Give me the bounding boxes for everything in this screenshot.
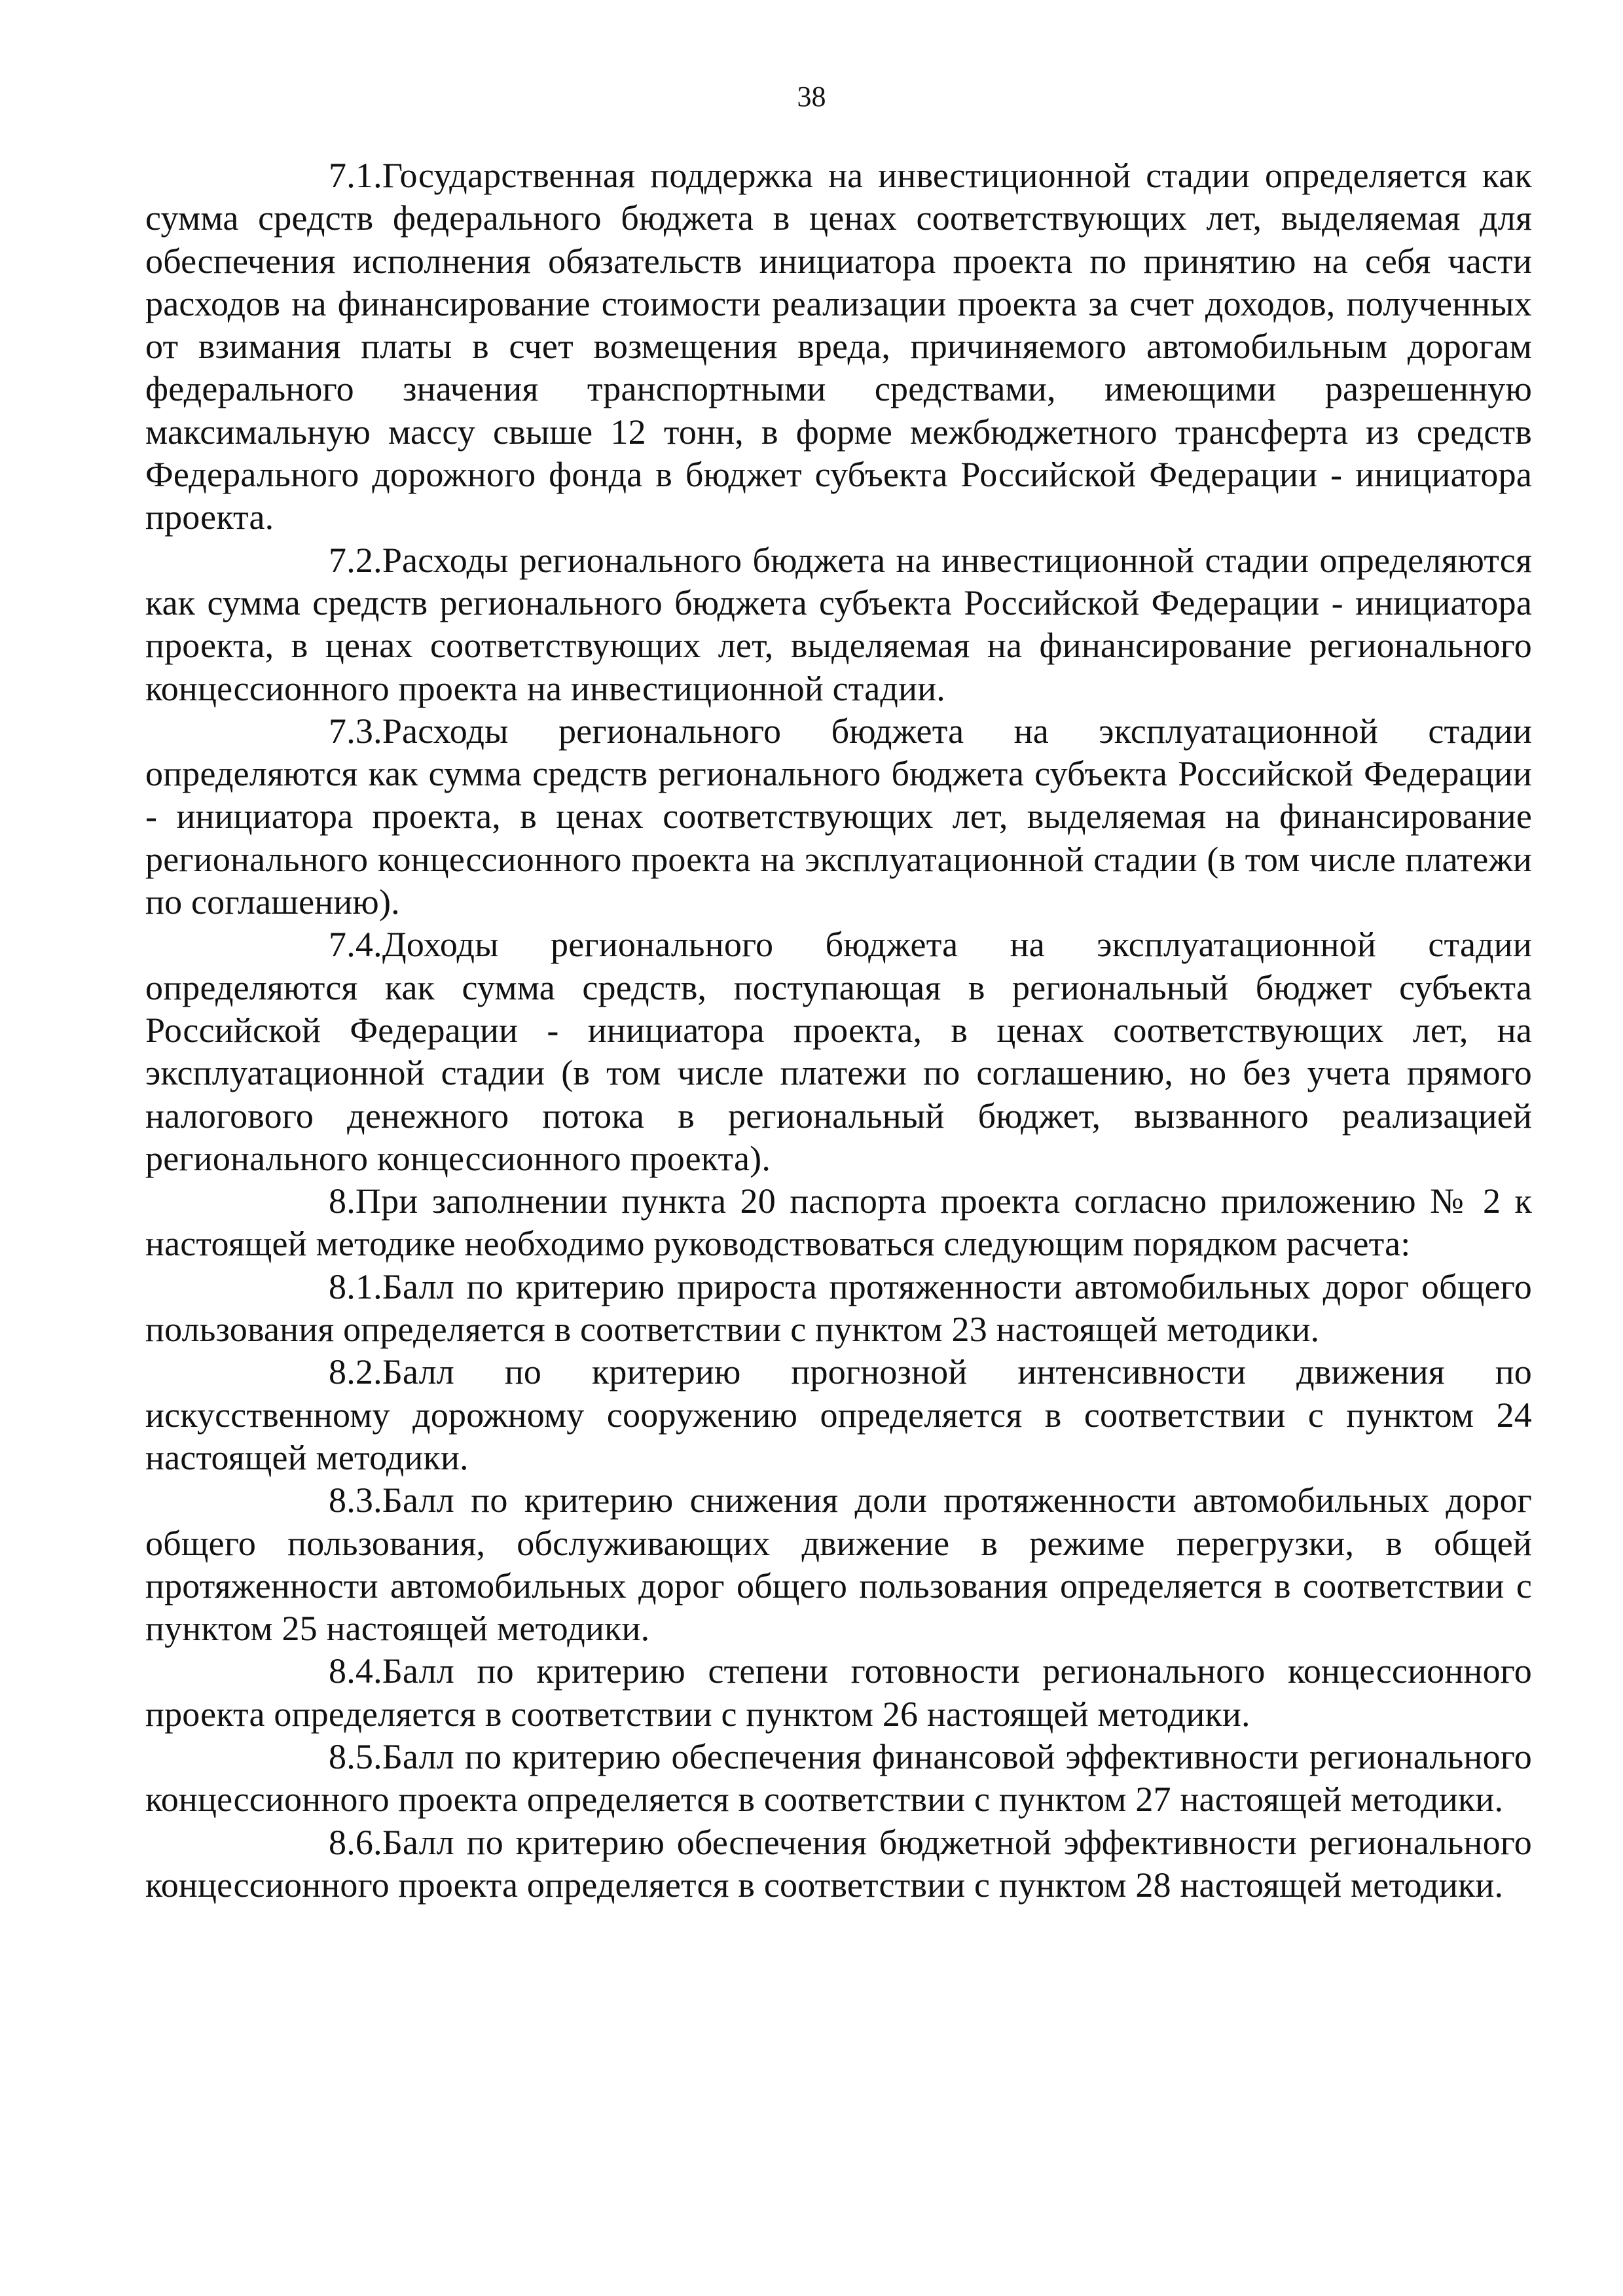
paragraph-number: 8.1.: [329, 1266, 382, 1306]
paragraph-text: Расходы регионального бюджета на эксплуатационной стадии определяются как сумма средств регионального бюджета субъекта Российской Федерации - инициатора проекта, в ценах соответствующих лет, выделяемая на финансирование регионального концессионного проекта на эксплуатационной стадии (в том числе платежи по соглашению).: [145, 711, 1532, 922]
paragraph-number: 8.5.: [329, 1736, 382, 1776]
paragraph-text: Доходы регионального бюджета на эксплуатационной стадии определяются как сумма средств, поступающая в региональный бюджет субъекта Российской Федерации - инициатора проекта, в ценах соответствующих лет, на эксплуатационной стадии (в том числе платежи по соглашению, но без учета прямого налогового денежного потока в региональный бюджет, вызванного реализацией регионального концессионного проекта).: [145, 925, 1532, 1178]
paragraph-text: Балл по критерию степени готовности регионального концессионного проекта определяется в соответствии с пунктом 26 настоящей методики.: [145, 1651, 1532, 1734]
paragraph-8-3: [145, 1479, 1532, 1650]
paragraph-8-5: [145, 1736, 1532, 1821]
paragraph-7-4: [145, 924, 1532, 1180]
paragraph-number: 7.3.: [329, 711, 382, 751]
paragraph-text: При заполнении пункта 20 паспорта проекта согласно приложению № 2 к настоящей методике необходимо руководствоваться следующим порядком расчета:: [145, 1181, 1532, 1264]
paragraph-8-4: [145, 1650, 1532, 1736]
paragraph-number: 8.6.: [329, 1822, 382, 1862]
paragraph-text: Балл по критерию обеспечения финансовой эффективности регионального концессионного проекта определяется в соответствии с пунктом 27 настоящей методики.: [145, 1736, 1532, 1820]
paragraph-number: 8.2.: [329, 1352, 382, 1392]
paragraph-text: Государственная поддержка на инвестиционной стадии определяется как сумма средств федерального бюджета в ценах соответствующих лет, выделяемая для обеспечения исполнения обязательств инициатора проекта по принятию на себя части расходов на финансирование стоимости реализации проекта за счет доходов, полученных от взимания платы в счет возмещения вреда, причиняемого автомобильным дорогам федерального значения транспортными средствами, имеющими разрешенную максимальную массу свыше 12 тонн, в форме межбюджетного трансферта из средств Федерального дорожного фонда в бюджет субъекта Российской Федерации - инициатора проекта.: [145, 156, 1532, 537]
paragraph-number: 8.: [329, 1181, 356, 1221]
paragraph-7-1: [145, 154, 1532, 539]
paragraph-8-1: [145, 1266, 1532, 1352]
paragraph-8-2: [145, 1351, 1532, 1479]
page-number: 38: [797, 81, 826, 113]
paragraph-number: 8.4.: [329, 1651, 382, 1691]
paragraph-number: 7.1.: [329, 156, 382, 195]
paragraph-7-2: [145, 539, 1532, 710]
paragraph-text: Расходы регионального бюджета на инвестиционной стадии определяются как сумма средств регионального бюджета субъекта Российской Федерации - инициатора проекта, в ценах соответствующих лет, выделяемая на финансирование регионального концессионного проекта на инвестиционной стадии.: [145, 540, 1532, 708]
paragraph-text: Балл по критерию обеспечения бюджетной эффективности регионального концессионного проекта определяется в соответствии с пунктом 28 настоящей методики.: [145, 1822, 1532, 1905]
paragraph-number: 8.3.: [329, 1480, 382, 1520]
paragraph-text: Балл по критерию прироста протяженности автомобильных дорог общего пользования определяется в соответствии с пунктом 23 настоящей методики.: [145, 1266, 1532, 1350]
document-body: [145, 154, 1532, 1907]
paragraph-8-6: [145, 1821, 1532, 1907]
paragraph-text: Балл по критерию снижения доли протяженности автомобильных дорог общего пользования, обслуживающих движение в режиме перегрузки, в общей протяженности автомобильных дорог общего пользования определяется в соответствии с пунктом 25 настоящей методики.: [145, 1480, 1532, 1649]
paragraph-number: 7.4.: [329, 925, 382, 965]
paragraph-number: 7.2.: [329, 540, 382, 580]
paragraph-7-3: [145, 710, 1532, 924]
paragraph-8: [145, 1180, 1532, 1266]
paragraph-text: Балл по критерию прогнозной интенсивности движения по искусственному дорожному сооружению определяется в соответствии с пунктом 24 настоящей методики.: [145, 1352, 1532, 1477]
